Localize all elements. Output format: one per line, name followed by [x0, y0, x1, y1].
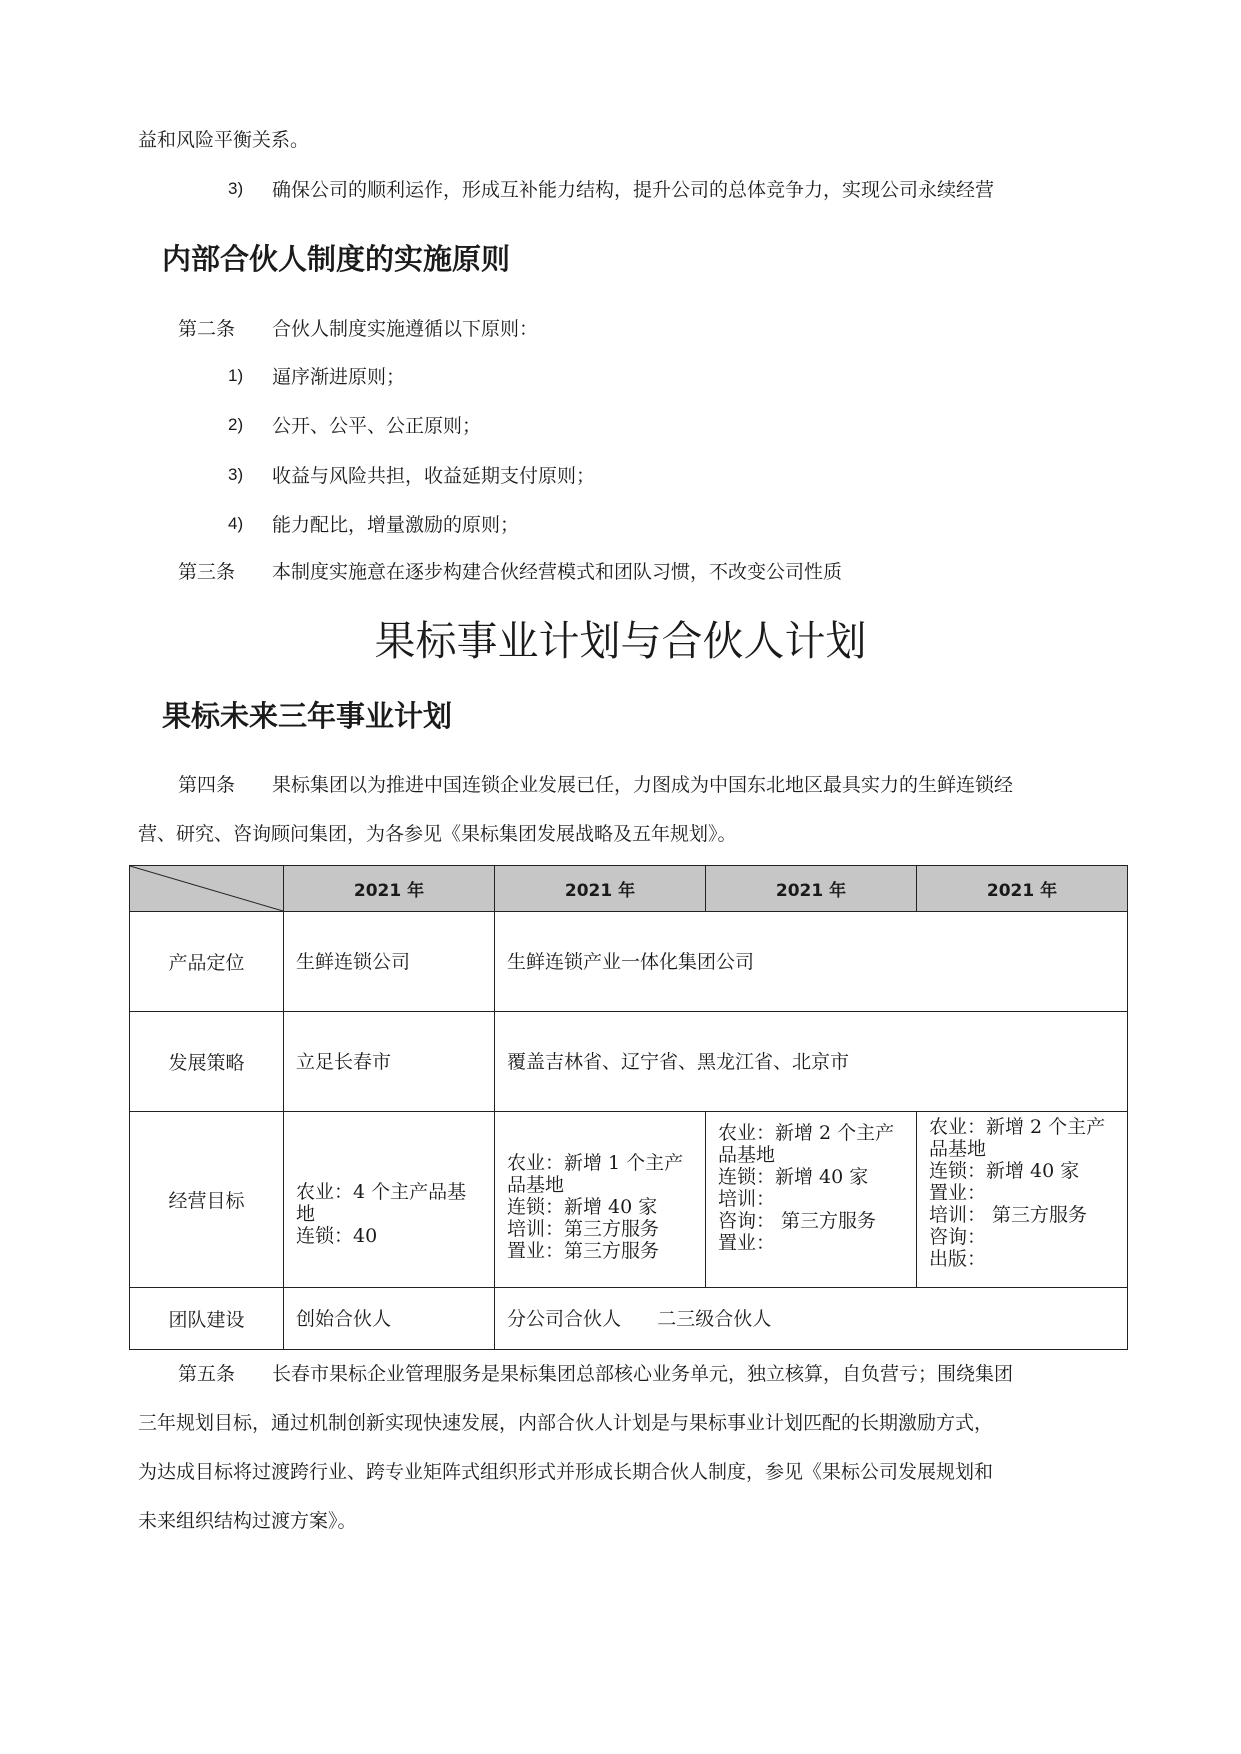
cell-line: 连锁：新增 40 家 [929, 1160, 1080, 1182]
article-text: 本制度实施意在逐步构建合伙经营模式和团队习惯，不改变公司性质 [272, 561, 843, 583]
list-number: 1) [228, 366, 244, 385]
cell-line: 培训： [718, 1188, 776, 1210]
section-heading-principles: 内部合伙人制度的实施原则 [162, 242, 511, 276]
column-header: 2021 年 [917, 866, 1128, 912]
article-text-line: 三年规划目标，通过机制创新实现快速发展，内部合伙人计划是与果标事业计划匹配的长期激励方式， [138, 1412, 994, 1434]
table-row [130, 1012, 1128, 1112]
table-row [130, 1112, 1128, 1288]
table-row [130, 1288, 1128, 1350]
cell-line: 地 [296, 1202, 316, 1225]
list-number: 4) [228, 514, 244, 533]
list-item-text: 确保公司的顺利运作，形成互补能力结构，提升公司的总体竞争力，实现公司永续经营 [272, 179, 995, 201]
article-text-line: 果标集团以为推进中国连锁企业发展已任，力图成为中国东北地区最具实力的生鲜连锁经 [272, 774, 1014, 796]
article-label: 第四条 [178, 774, 236, 796]
corner-cell [130, 866, 284, 912]
continuation-text: 益和风险平衡关系。 [138, 129, 310, 151]
plan-table [129, 865, 1128, 1350]
cell-line: 农业：新增 2 个主产 [718, 1122, 895, 1144]
cell-line: 咨询： 第三方服务 [718, 1210, 877, 1232]
table-cell: 分公司合伙人 二三级合伙人 [495, 1288, 1128, 1350]
article-text-line: 为达成目标将过渡跨行业、跨专业矩阵式组织形式并形成长期合伙人制度，参见《果标公司发展规划和 [138, 1461, 994, 1483]
cell-line: 连锁：新增 40 家 [507, 1195, 658, 1218]
list-item-text: 收益与风险共担，收益延期支付原则； [272, 465, 596, 487]
cell-line: 咨询： [929, 1226, 987, 1248]
table-cell [284, 1112, 495, 1288]
cell-line: 培训：第三方服务 [507, 1217, 660, 1240]
list-item-text: 公开、公平、公正原则； [272, 415, 482, 437]
cell-line: 农业：新增 2 个主产 [929, 1116, 1106, 1138]
cell-line: 连锁：新增 40 家 [718, 1166, 869, 1188]
table-cell [917, 1112, 1128, 1288]
cell-line: 农业：新增 1 个主产 [507, 1151, 684, 1174]
list-item-text: 能力配比，增量激励的原则； [272, 514, 520, 536]
cell-line: 连锁：40 [296, 1224, 378, 1247]
article-label: 第五条 [178, 1363, 236, 1385]
row-label: 团队建设 [130, 1288, 284, 1350]
article-label: 第二条 [178, 318, 236, 340]
column-header: 2021 年 [284, 866, 495, 912]
list-number: 3) [228, 179, 244, 198]
row-label: 产品定位 [130, 912, 284, 1012]
diagonal-line [130, 866, 283, 911]
table-cell: 创始合伙人 [284, 1288, 495, 1350]
cell-line: 出版： [929, 1248, 987, 1270]
table-row [130, 912, 1128, 1012]
table-cell: 立足长春市 [284, 1012, 495, 1112]
cell-line: 培训： 第三方服务 [929, 1204, 1088, 1226]
table-cell: 生鲜连锁公司 [284, 912, 495, 1012]
table-cell: 覆盖吉林省、辽宁省、黑龙江省、北京市 [495, 1012, 1128, 1112]
cell-line: 品基地 [929, 1138, 987, 1160]
page-title: 果标事业计划与合伙人计划 [374, 617, 867, 665]
list-item-text: 逼序渐进原则； [272, 366, 406, 388]
cell-line: 置业： [718, 1232, 776, 1254]
article-text-line: 营、研究、咨询顾问集团，为各参见《果标集团发展战略及五年规划》。 [138, 823, 737, 845]
section-heading-plan: 果标未来三年事业计划 [162, 699, 453, 733]
list-number: 2) [228, 415, 244, 434]
cell-line: 品基地 [718, 1144, 776, 1166]
article-text: 合伙人制度实施遵循以下原则： [272, 318, 539, 340]
article-label: 第三条 [178, 561, 236, 583]
table-cell [495, 1112, 706, 1288]
row-label: 经营目标 [130, 1112, 284, 1288]
table-cell [706, 1112, 917, 1288]
cell-line: 农业：4 个主产品基 [296, 1180, 467, 1203]
article-text-line: 未来组织结构过渡方案》。 [138, 1510, 357, 1532]
cell-line: 品基地 [507, 1173, 565, 1196]
row-label: 发展策略 [130, 1012, 284, 1112]
column-header: 2021 年 [495, 866, 706, 912]
table-cell: 生鲜连锁产业一体化集团公司 [495, 912, 1128, 1012]
table-header-row [130, 866, 1128, 912]
column-header: 2021 年 [706, 866, 917, 912]
list-number: 3) [228, 465, 244, 484]
cell-line: 置业： [929, 1182, 987, 1204]
article-text-line: 长春市果标企业管理服务是果标集团总部核心业务单元，独立核算，自负营亏；围绕集团 [272, 1363, 1014, 1385]
cell-line: 置业：第三方服务 [507, 1239, 660, 1262]
